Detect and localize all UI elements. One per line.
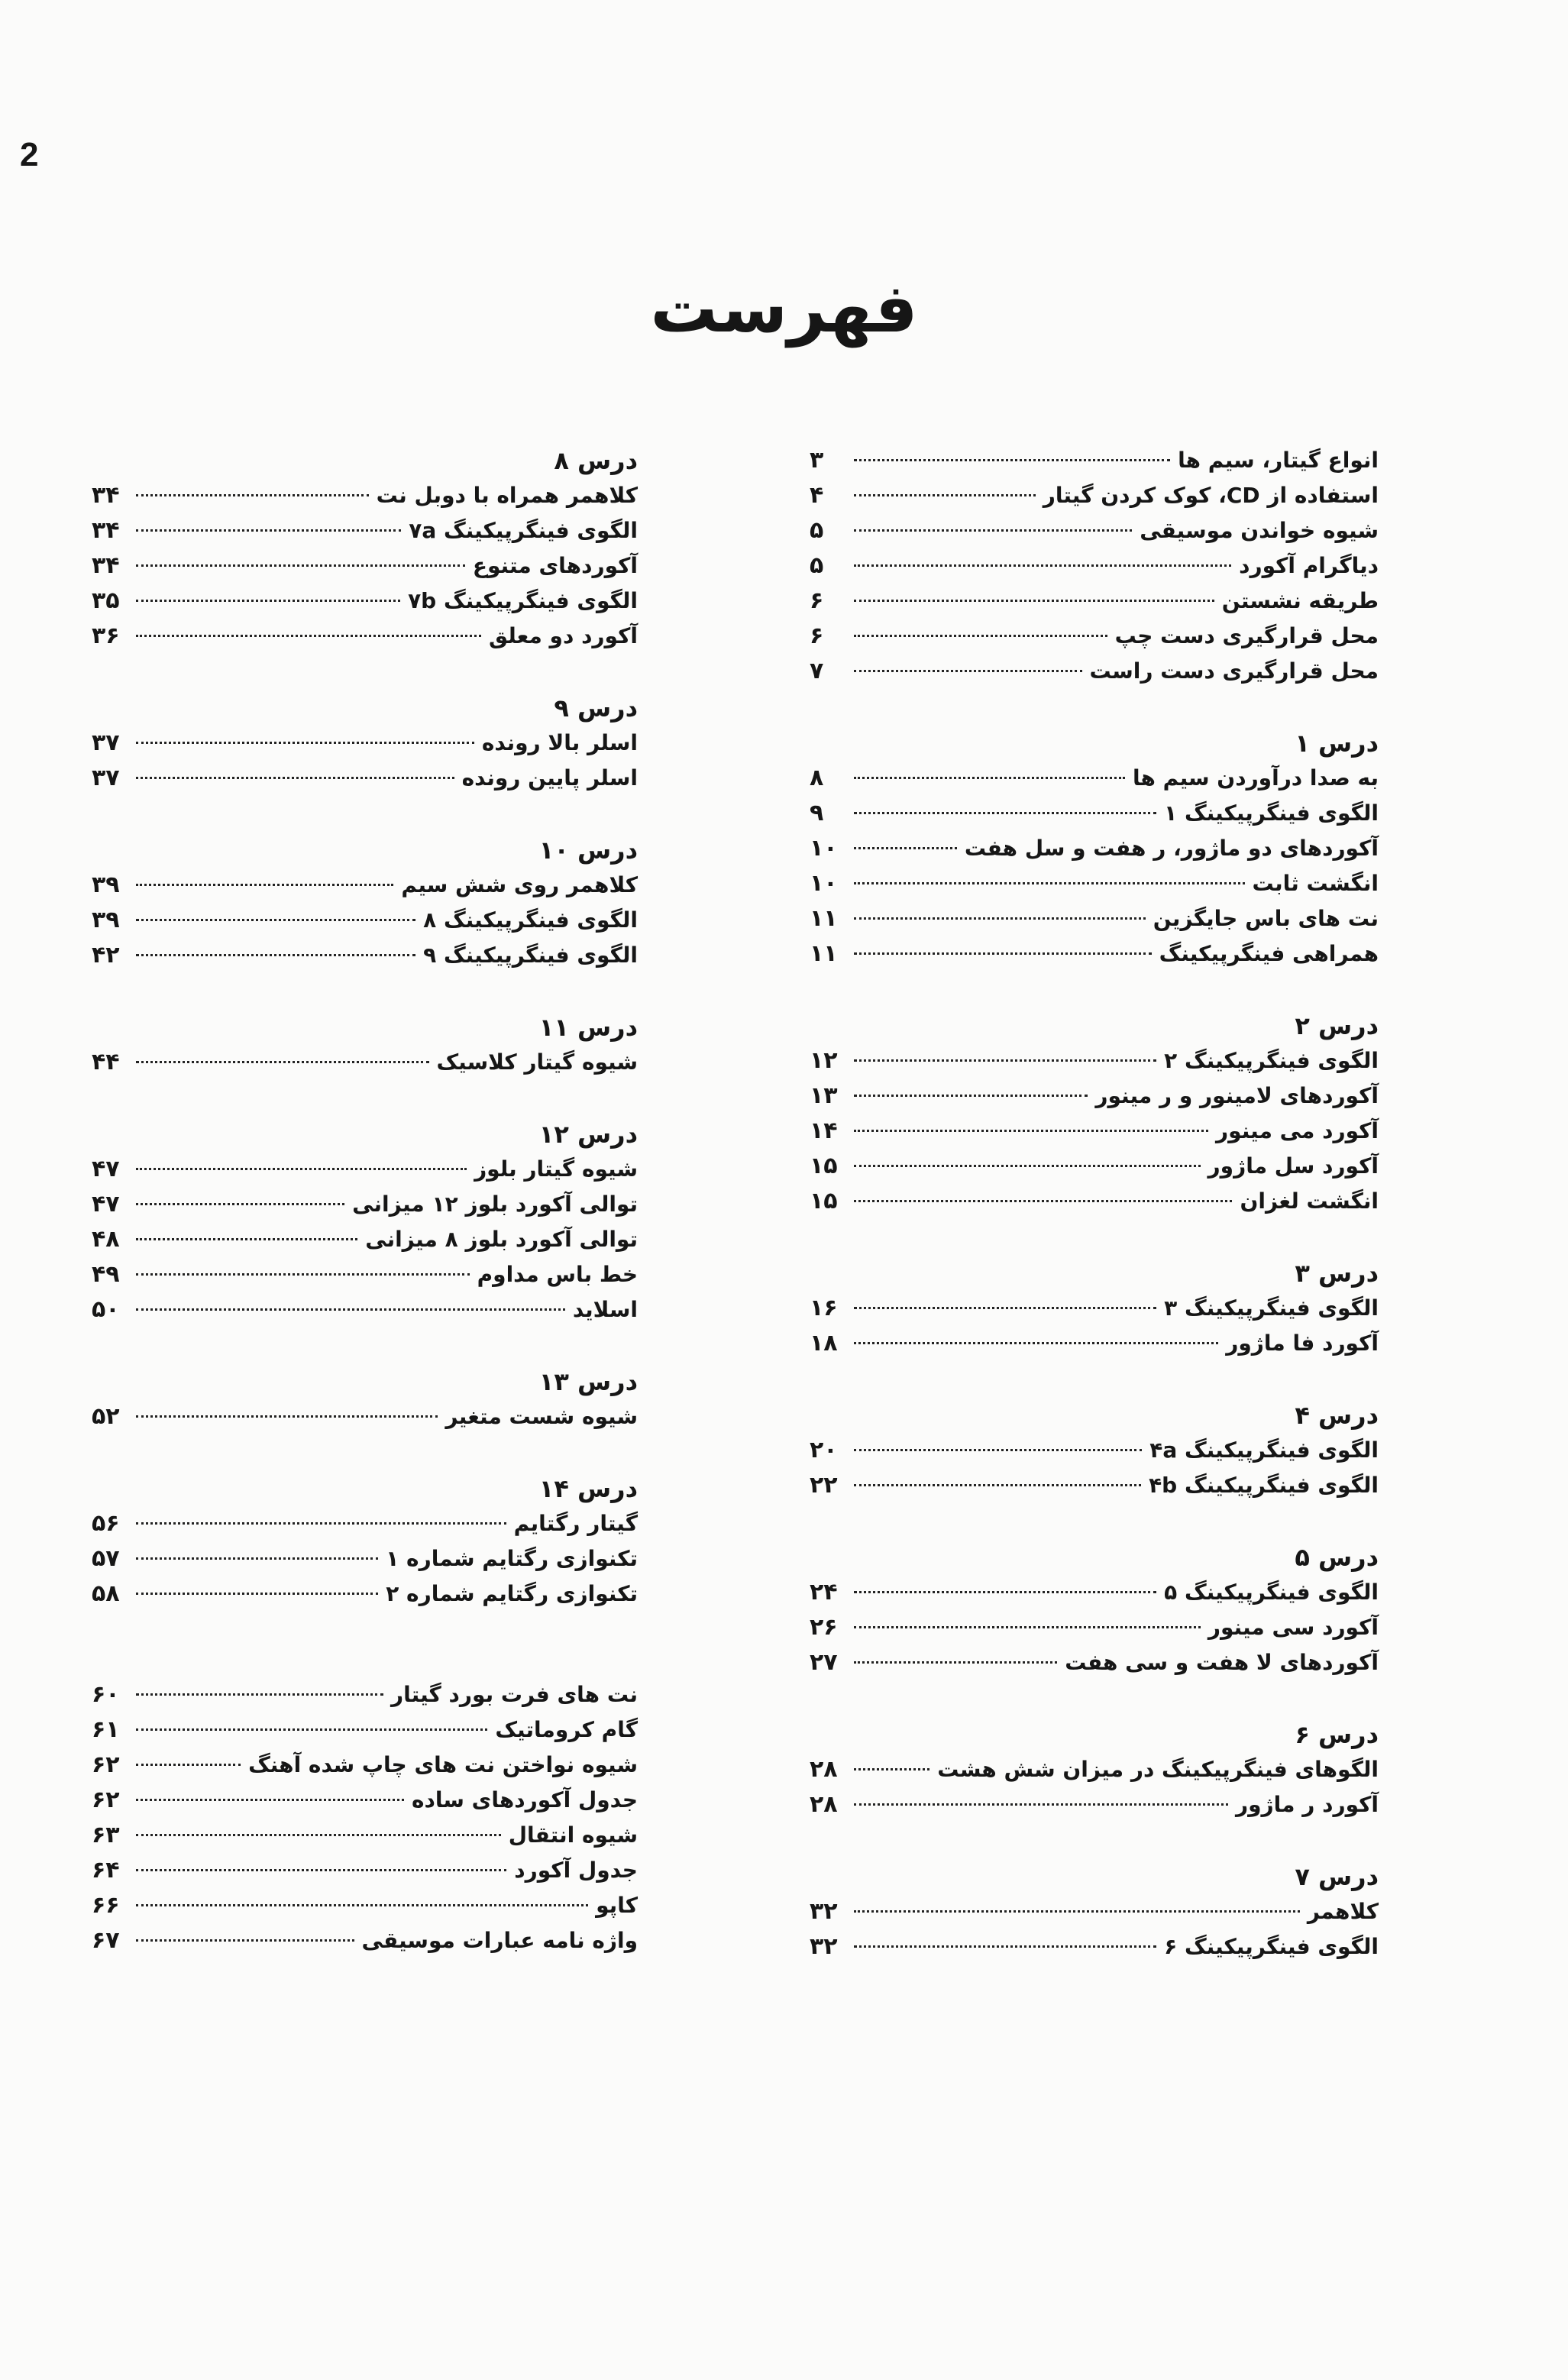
dot-leader [854, 1661, 1057, 1664]
toc-entry-page: ۱۱ [810, 940, 838, 967]
toc-section [92, 443, 638, 654]
toc-entry [810, 513, 1379, 548]
dot-leader [854, 600, 1214, 602]
toc-entry [92, 1576, 638, 1612]
toc-entry-label: محل قرارگیری دست چپ [1114, 623, 1379, 648]
toc-section [810, 1008, 1379, 1219]
toc-right-column [810, 443, 1379, 2001]
lesson-heading: درس ۱۳ [538, 1367, 638, 1396]
toc-entry-page: ۶۲ [92, 1751, 120, 1778]
toc-entry [810, 901, 1379, 936]
toc-section [92, 1364, 638, 1434]
dot-leader [854, 1591, 1156, 1593]
dot-leader [854, 1200, 1232, 1202]
toc-entry-page: ۳۷ [92, 765, 120, 791]
toc-entry-label: توالی آکورد بلوز ۱۲ میزانی [352, 1192, 638, 1217]
toc-entry-label: الگوی فینگرپیکینگ ۴a [1149, 1437, 1379, 1463]
toc-section [810, 1717, 1379, 1822]
toc-entry-page: ۳۵ [92, 587, 120, 614]
toc-entry-page: ۳۷ [92, 729, 120, 756]
toc-entry-page: ۳۴ [92, 517, 120, 544]
toc-entry-label: نت های باس جایگزین [1153, 906, 1379, 931]
dot-leader [854, 494, 1036, 496]
dot-leader [136, 884, 393, 886]
toc-entry [810, 1645, 1379, 1680]
dot-leader [136, 1415, 438, 1418]
toc-entry-label: دیاگرام آکورد [1239, 553, 1379, 578]
toc-entry [810, 1184, 1379, 1219]
dot-leader [136, 954, 415, 956]
toc-section [92, 1677, 638, 1958]
toc-entry-label: به صدا درآوردن سیم ها [1132, 765, 1379, 791]
lesson-heading: درس ۴ [1295, 1401, 1379, 1430]
toc-section [92, 1010, 638, 1080]
toc-entry-label: گیتار رگتایم [513, 1511, 638, 1536]
toc-entry [92, 1541, 638, 1576]
toc-entry-label: جدول آکورد [514, 1858, 638, 1883]
dot-leader [136, 1728, 487, 1731]
toc-entry-page: ۲۸ [810, 1791, 838, 1818]
toc-entry-label: انگشت لغزان [1240, 1188, 1379, 1214]
dot-leader [136, 742, 474, 744]
toc-entry-label: آکورد سل ماژور [1208, 1153, 1379, 1179]
toc-entry-label: جدول آکوردهای ساده [411, 1787, 638, 1812]
toc-entry [810, 1114, 1379, 1149]
toc-entry-label: آکوردهای لا هفت و سی هفت [1065, 1650, 1379, 1675]
toc-entry-page: ۳۴ [92, 482, 120, 509]
toc-entry-page: ۲۸ [810, 1756, 838, 1783]
toc-entry [92, 1222, 638, 1257]
dot-leader [854, 670, 1082, 672]
toc-entry-label: طریقه نشستن [1221, 588, 1379, 613]
toc-entry-label: آکورد دو معلق [488, 623, 638, 648]
toc-entry-page: ۵۶ [92, 1510, 120, 1537]
toc-entry-label: شیوه گیتار بلوز [474, 1156, 638, 1182]
dot-leader [854, 1095, 1088, 1097]
toc-entry-label: شیوه شست متغیر [445, 1404, 638, 1429]
lesson-heading: درس ۱۴ [538, 1474, 638, 1503]
toc-entry-label: آکوردهای دو ماژور، ر هفت و سل هفت [964, 836, 1379, 861]
toc-entry-label: همراهی فینگرپیکینگ [1159, 941, 1379, 966]
dot-leader [854, 1130, 1208, 1132]
toc-entry [92, 548, 638, 584]
toc-entry [810, 796, 1379, 831]
toc-entry-label: شیوه انتقال [508, 1822, 638, 1848]
toc-entry-page: ۲۴ [810, 1579, 838, 1606]
toc-entry-page: ۱۴ [810, 1117, 838, 1144]
toc-entry-page: ۱۱ [810, 905, 838, 932]
toc-entry-label: تکنوازی رگتایم شماره ۲ [386, 1581, 638, 1606]
toc-entry-page: ۳۶ [92, 622, 120, 649]
toc-entry [92, 1783, 638, 1818]
toc-entry-label: الگوی فینگرپیکینگ ۲ [1164, 1048, 1379, 1073]
toc-entry-page: ۴۴ [92, 1049, 120, 1075]
dot-leader [136, 1308, 565, 1311]
toc-entry-label: اسلر پایین رونده [461, 765, 638, 791]
toc-entry [810, 584, 1379, 619]
lesson-heading: درس ۲ [1295, 1011, 1379, 1040]
toc-entry-label: کاپو [596, 1893, 638, 1918]
dot-leader [854, 1484, 1141, 1486]
toc-entry [92, 1888, 638, 1923]
toc-entry [810, 1929, 1379, 1964]
toc-entry [810, 654, 1379, 689]
toc-entry-page: ۵۷ [92, 1545, 120, 1572]
toc-entry-label: شیوه گیتار کلاسیک [436, 1049, 638, 1075]
dot-leader [854, 1059, 1156, 1062]
toc-entry [92, 903, 638, 938]
toc-entry [92, 513, 638, 548]
toc-entry-label: آکورد ر ماژور [1235, 1792, 1379, 1817]
toc-section [810, 443, 1379, 689]
dot-leader [854, 847, 957, 849]
toc-entry [92, 1853, 638, 1888]
toc-section [92, 833, 638, 973]
toc-entry [92, 619, 638, 654]
dot-leader [136, 1904, 588, 1906]
toc-entry-label: انواع گیتار، سیم ها [1178, 448, 1379, 473]
toc-entry [92, 868, 638, 903]
toc-section [810, 1398, 1379, 1503]
toc-entry-label: الگوی فینگرپیکینگ ۶ [1164, 1934, 1379, 1959]
toc-entry [92, 1257, 638, 1292]
dot-leader [136, 1834, 501, 1836]
dot-leader [854, 1945, 1156, 1948]
toc-entry [92, 726, 638, 761]
dot-leader [136, 1061, 429, 1063]
toc-entry-label: واژه نامه عبارات موسیقی [361, 1928, 638, 1953]
toc-entry-page: ۲۲ [810, 1472, 838, 1499]
toc-entry [810, 936, 1379, 972]
dot-leader [854, 917, 1146, 920]
lesson-heading: درس ۱۲ [538, 1120, 638, 1149]
toc-entry-page: ۱۵ [810, 1153, 838, 1179]
dot-leader [136, 1238, 357, 1240]
toc-entry [92, 478, 638, 513]
toc-entry [810, 1326, 1379, 1361]
toc-entry-page: ۳۹ [92, 871, 120, 898]
toc-entry-label: کلاهمر همراه با دوبل نت [376, 483, 638, 508]
toc-entry-label: الگوی فینگرپیکینگ ۴b [1149, 1473, 1379, 1498]
toc-entry [810, 1078, 1379, 1114]
toc-section [810, 1859, 1379, 1964]
dot-leader [136, 564, 465, 567]
toc-entry [810, 548, 1379, 584]
toc-section [92, 1117, 638, 1327]
dot-leader [854, 1626, 1201, 1628]
dot-leader [136, 777, 454, 779]
toc-entry-label: الگوی فینگرپیکینگ ۷b [408, 588, 638, 613]
dot-leader [854, 1449, 1142, 1451]
dot-leader [854, 1803, 1228, 1806]
lesson-heading: درس ۱۱ [538, 1013, 638, 1042]
toc-entry-page: ۸ [810, 765, 824, 791]
dot-leader [136, 529, 401, 532]
toc-entry-page: ۱۸ [810, 1330, 838, 1357]
dot-leader [854, 459, 1170, 461]
dot-leader [854, 564, 1231, 567]
toc-entry-page: ۹ [810, 800, 824, 826]
dot-leader [136, 494, 369, 496]
lesson-heading: درس ۸ [554, 446, 638, 475]
toc-entry-page: ۱۲ [810, 1047, 838, 1074]
dot-leader [854, 882, 1245, 884]
toc-entry [810, 866, 1379, 901]
toc-entry [810, 443, 1379, 478]
dot-leader [854, 1342, 1218, 1344]
toc-entry-page: ۷ [810, 658, 824, 684]
toc-entry [810, 619, 1379, 654]
toc-entry-label: خط باس مداوم [477, 1262, 638, 1287]
toc-entry [92, 761, 638, 796]
dot-leader [136, 1764, 241, 1766]
toc-entry [92, 1712, 638, 1748]
dot-leader [136, 1593, 378, 1595]
toc-entry [92, 1292, 638, 1327]
toc-entry-label: توالی آکورد بلوز ۸ میزانی [365, 1227, 638, 1252]
dot-leader [136, 1168, 467, 1170]
toc-entry [810, 1894, 1379, 1929]
toc-entry-label: کلاهمر [1307, 1899, 1379, 1924]
toc-section [810, 1540, 1379, 1680]
toc-entry-page: ۴۲ [92, 942, 120, 968]
toc-entry-page: ۳۹ [92, 907, 120, 933]
toc-entry-page: ۳۴ [92, 552, 120, 579]
toc-entry-label: آکورد می مینور [1216, 1118, 1379, 1143]
toc-entry-page: ۲۰ [810, 1437, 838, 1463]
toc-entry-page: ۶ [810, 587, 824, 614]
toc-entry-label: الگوی فینگرپیکینگ ۵ [1164, 1580, 1379, 1605]
lesson-heading: درس ۱۰ [538, 836, 638, 865]
toc-entry-page: ۵۰ [92, 1296, 120, 1323]
dot-leader [854, 1768, 929, 1770]
toc-entry-page: ۴۷ [92, 1156, 120, 1182]
lesson-heading: درس ۶ [1295, 1720, 1379, 1749]
toc-entry-label: شیوه خواندن موسیقی [1140, 518, 1379, 543]
page-title: فهرست [650, 269, 918, 348]
toc-entry [810, 1043, 1379, 1078]
toc-entry-page: ۳۲ [810, 1933, 838, 1960]
toc-entry-page: ۱۰ [810, 870, 838, 897]
toc-section [810, 1256, 1379, 1361]
dot-leader [136, 1203, 344, 1205]
toc-entry-label: شیوه نواختن نت های چاپ شده آهنگ [248, 1752, 638, 1777]
lesson-heading: درس ۳ [1295, 1259, 1379, 1288]
dot-leader [854, 529, 1132, 532]
toc-entry [92, 938, 638, 973]
toc-entry-page: ۶۳ [92, 1822, 120, 1848]
toc-entry-page: ۲۷ [810, 1649, 838, 1676]
toc-entry [810, 1787, 1379, 1822]
toc-entry-page: ۳ [810, 447, 824, 474]
toc-entry-label: الگوی فینگرپیکینگ ۱ [1164, 800, 1379, 826]
dot-leader [136, 1799, 404, 1801]
toc-entry-page: ۵۲ [92, 1403, 120, 1430]
toc-entry [810, 1149, 1379, 1184]
toc-entry-page: ۶۱ [92, 1716, 120, 1743]
toc-section [92, 690, 638, 796]
toc-entry [92, 1152, 638, 1187]
toc-entry-page: ۵ [810, 517, 824, 544]
toc-entry-label: الگوهای فینگرپیکینگ در میزان شش هشت [937, 1757, 1379, 1782]
toc-entry-page: ۵۸ [92, 1580, 120, 1607]
toc-entry [810, 761, 1379, 796]
toc-entry [92, 1045, 638, 1080]
toc-entry-page: ۴ [810, 482, 824, 509]
toc-entry-label: الگوی فینگرپیکینگ ۳ [1164, 1295, 1379, 1321]
lesson-heading: درس ۵ [1295, 1543, 1379, 1572]
toc-entry-label: گام کروماتیک [495, 1717, 638, 1742]
dot-leader [854, 1165, 1201, 1167]
dot-leader [136, 600, 400, 602]
dot-leader [854, 777, 1125, 779]
toc-entry-label: تکنوازی رگتایم شماره ۱ [386, 1546, 638, 1571]
toc-entry-page: ۴۹ [92, 1261, 120, 1288]
toc-entry-label: محل قرارگیری دست راست [1089, 658, 1379, 684]
toc-entry-page: ۱۳ [810, 1082, 838, 1109]
dot-leader [136, 1522, 506, 1525]
dot-leader [854, 1910, 1300, 1913]
toc-entry-page: ۶۲ [92, 1787, 120, 1813]
dot-leader [854, 952, 1152, 955]
toc-entry [92, 1748, 638, 1783]
lesson-heading: درس ۱ [1295, 729, 1379, 758]
dot-leader [854, 812, 1156, 814]
toc-entry [810, 1433, 1379, 1468]
toc-entry-label: کلاهمر روی شش سیم [401, 872, 638, 897]
dot-leader [136, 1693, 383, 1696]
dot-leader [136, 635, 481, 637]
toc-entry-label: انگشت ثابت [1252, 871, 1379, 896]
toc-entry-label: الگوی فینگرپیکینگ ۹ [423, 943, 638, 968]
toc-entry [92, 1506, 638, 1541]
toc-entry-label: نت های فرت بورد گیتار [391, 1682, 638, 1707]
toc-entry-page: ۵ [810, 552, 824, 579]
toc-entry [810, 1468, 1379, 1503]
dot-leader [136, 1939, 354, 1942]
toc-entry-page: ۶۰ [92, 1681, 120, 1708]
toc-entry [810, 1575, 1379, 1610]
dot-leader [136, 1869, 506, 1871]
toc-entry [92, 1923, 638, 1958]
toc-entry-page: ۶۶ [92, 1892, 120, 1919]
toc-entry-label: آکوردهای لامینور و ر مینور [1095, 1083, 1379, 1108]
toc-entry-page: ۴۸ [92, 1226, 120, 1253]
dot-leader [136, 919, 415, 921]
toc-entry [810, 1752, 1379, 1787]
dot-leader [136, 1557, 378, 1560]
dot-leader [854, 635, 1107, 637]
dot-leader [136, 1273, 470, 1276]
toc-entry [92, 1677, 638, 1712]
toc-entry-page: ۱۰ [810, 835, 838, 862]
toc-entry [810, 831, 1379, 866]
toc-entry-label: آکورد فا ماژور [1226, 1331, 1379, 1356]
toc-entry-label: اسلاید [572, 1297, 638, 1322]
toc-entry [92, 1818, 638, 1853]
toc-entry [810, 478, 1379, 513]
toc-entry-page: ۳۲ [810, 1898, 838, 1925]
toc-section [92, 1471, 638, 1612]
toc-left-column [92, 443, 638, 1995]
toc-entry-label: استفاده از CD، کوک کردن گیتار [1043, 483, 1379, 508]
page-number: 2 [20, 136, 39, 173]
toc-entry-label: الگوی فینگرپیکینگ ۷a [409, 518, 638, 543]
toc-entry-page: ۲۶ [810, 1614, 838, 1641]
dot-leader [854, 1307, 1156, 1309]
toc-entry-page: ۶۴ [92, 1857, 120, 1884]
toc-entry-page: ۶۷ [92, 1927, 120, 1954]
toc-section [810, 726, 1379, 972]
toc-entry [810, 1610, 1379, 1645]
lesson-heading: درس ۷ [1295, 1862, 1379, 1891]
toc-entry-label: آکوردهای متنوع [472, 553, 638, 578]
toc-entry-label: اسلر بالا رونده [481, 730, 638, 755]
toc-entry [92, 1187, 638, 1222]
toc-entry-label: الگوی فینگرپیکینگ ۸ [423, 907, 638, 933]
toc-entry-page: ۱۵ [810, 1188, 838, 1214]
toc-entry-page: ۶ [810, 622, 824, 649]
toc-entry-page: ۴۷ [92, 1191, 120, 1217]
toc-entry-page: ۱۶ [810, 1295, 838, 1321]
toc-entry-label: آکورد سی مینور [1208, 1615, 1379, 1640]
lesson-heading: درس ۹ [554, 694, 638, 723]
toc-entry [92, 584, 638, 619]
toc-entry [92, 1399, 638, 1434]
toc-entry [810, 1291, 1379, 1326]
